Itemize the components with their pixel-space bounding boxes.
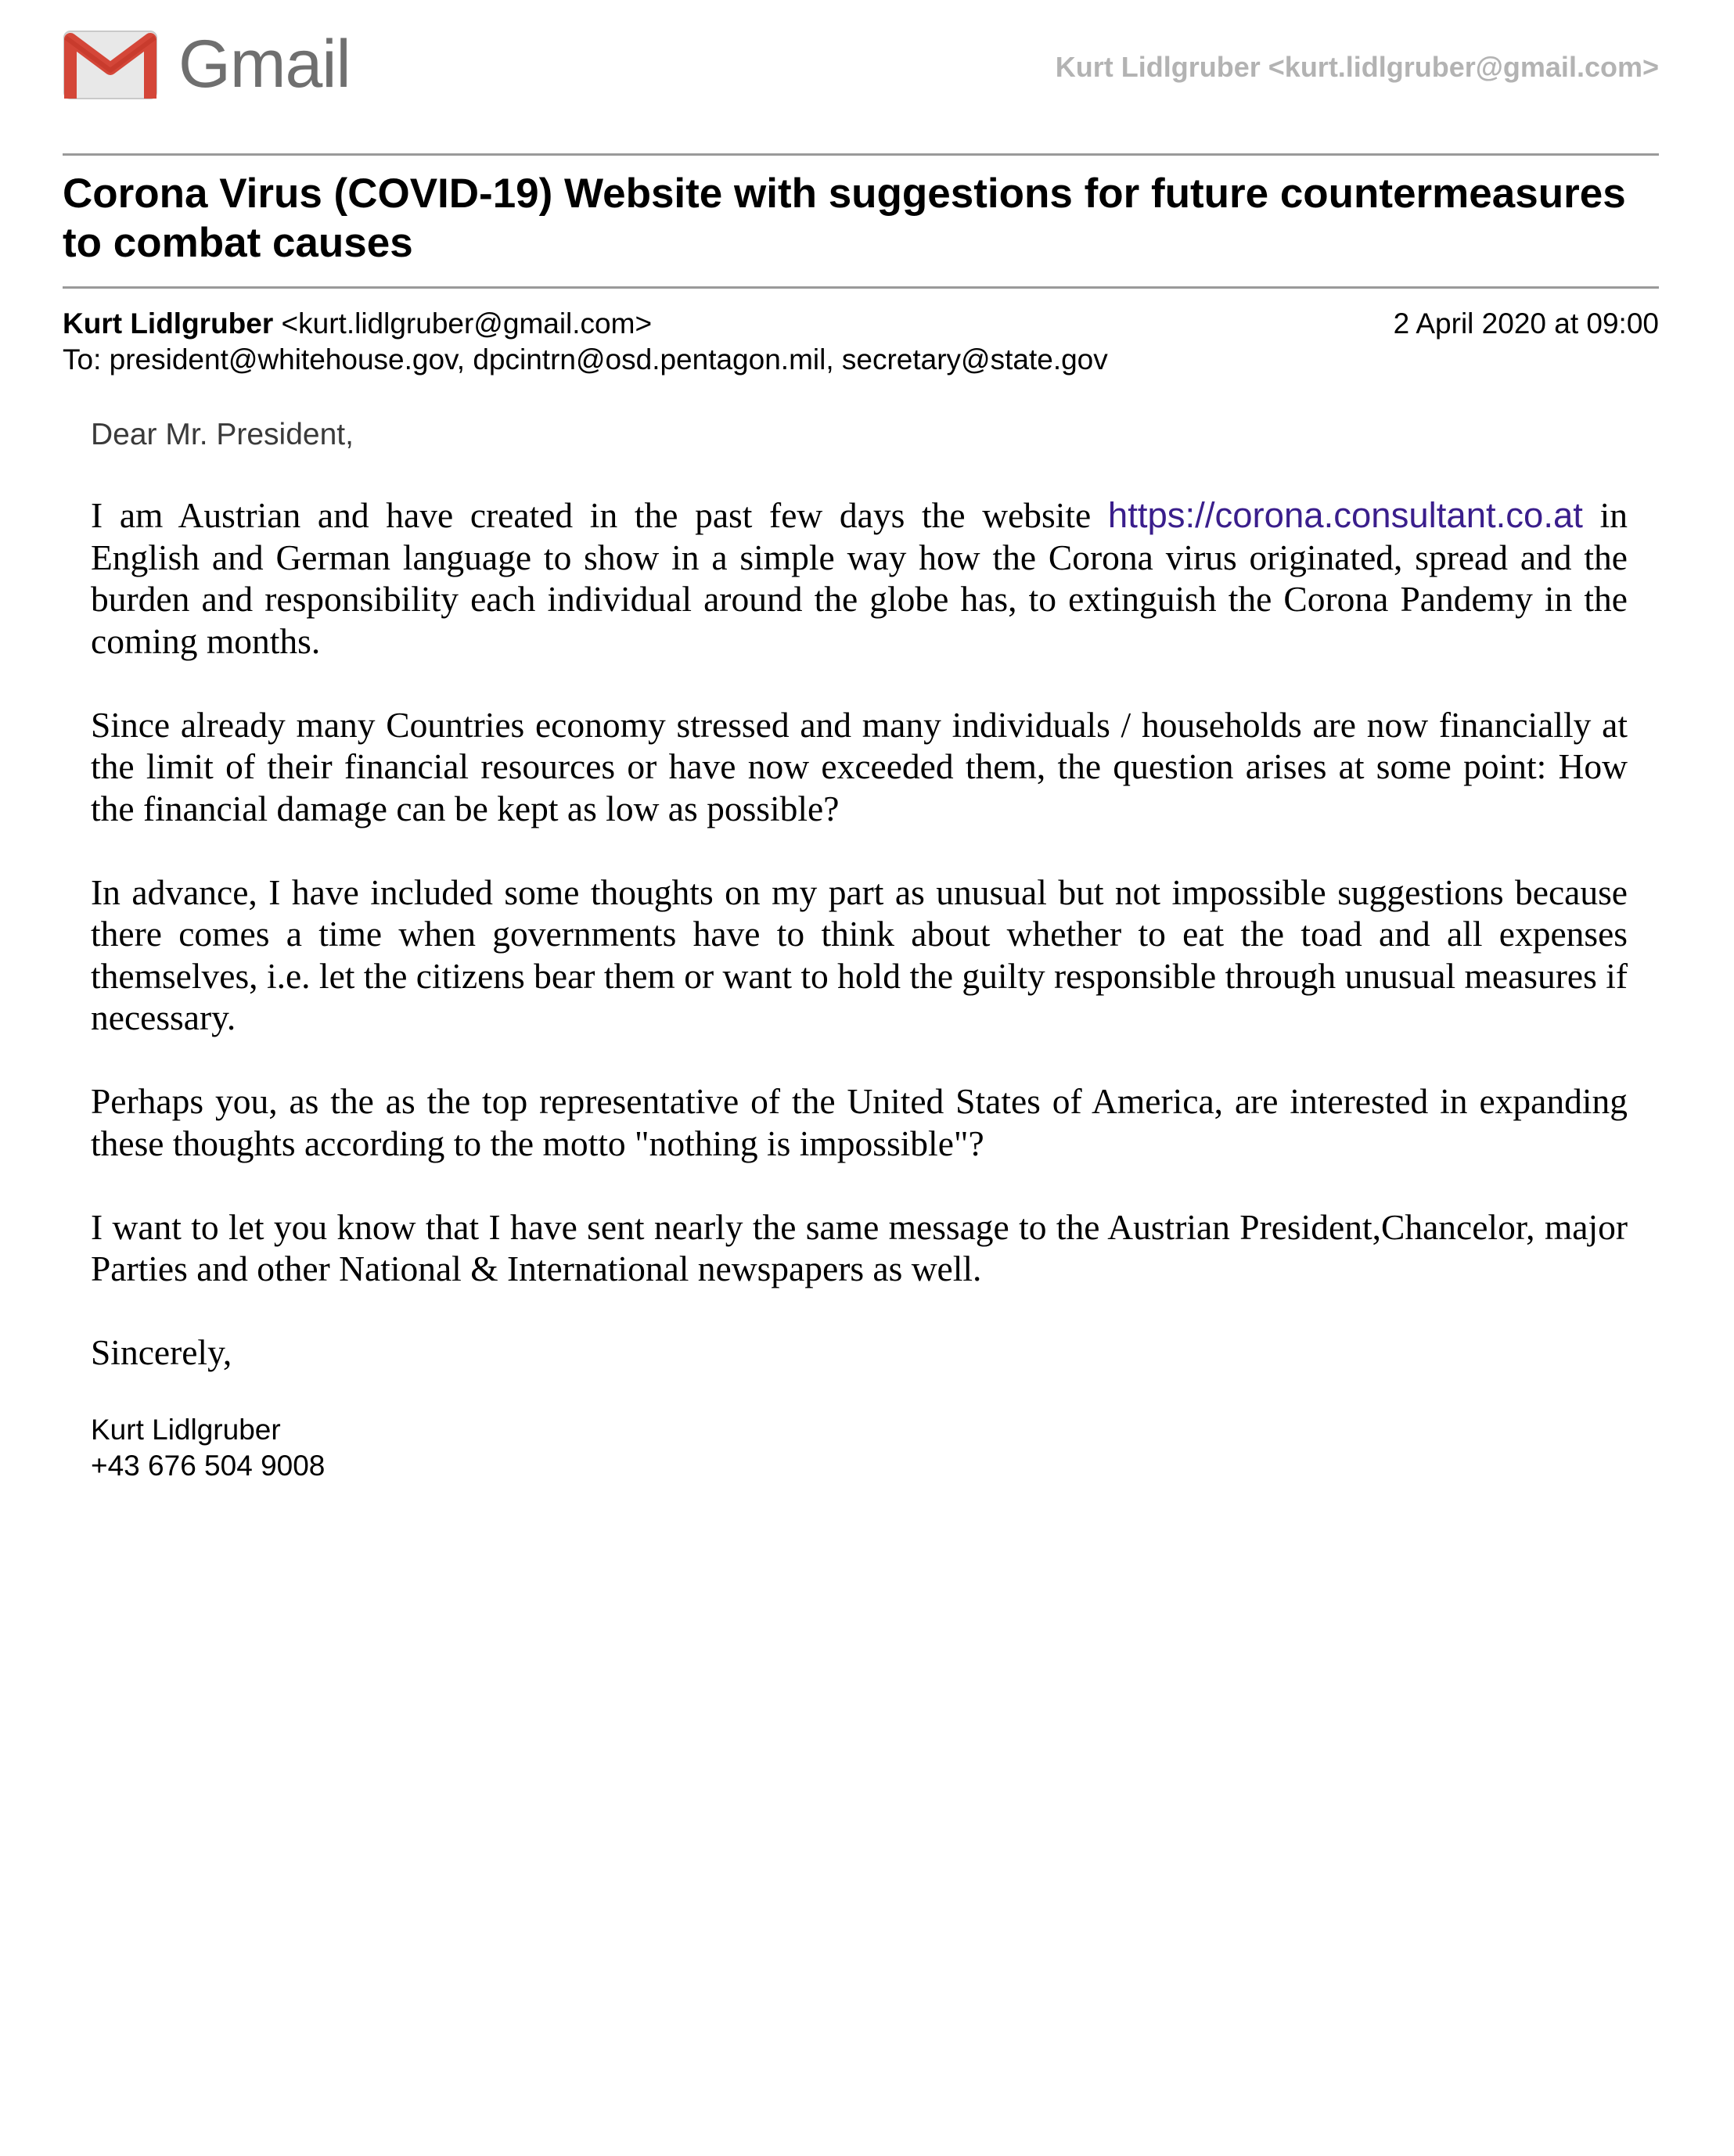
body-paragraph: Since already many Countries economy stressed and many individuals / households are now financially at the limit of their financial resources or have now exceeded them, the question arises at some point: How the financial damage can be kept as low as possible?	[91, 704, 1628, 828]
signature-name: Kurt Lidlgruber	[91, 1414, 281, 1446]
subject-divider	[63, 286, 1659, 289]
greeting: Dear Mr. President,	[91, 418, 354, 451]
sender-address: <kurt.lidlgruber@gmail.com>	[281, 307, 653, 340]
gmail-envelope-icon	[63, 28, 158, 100]
header	[63, 23, 1659, 110]
sent-date: 2 April 2020 at 09:00	[1393, 307, 1659, 340]
gmail-logo	[63, 27, 360, 105]
paragraph-text: I am Austrian and have created in the past few days the website	[91, 495, 1108, 535]
body-paragraph	[91, 494, 1628, 662]
email-subject: Corona Virus (COVID-19) Website with suggestions for future countermeasures to combat causes	[63, 171, 1626, 266]
closing: Sincerely,	[91, 1332, 232, 1372]
account-identity: Kurt Lidlgruber <kurt.lidlgruber@gmail.com>	[1055, 51, 1659, 83]
sender	[63, 307, 652, 341]
website-link[interactable]: https://corona.consultant.co.at	[1107, 495, 1583, 535]
sender-name: Kurt Lidlgruber	[63, 307, 274, 340]
paragraph-text: in English and German language to show in a simple way how the Corona virus originated, spread and the burden and responsibility each individual around the globe has, to extinguish the Corona Pandemy in the coming months.	[91, 495, 1628, 661]
body-paragraph: Perhaps you, as the as the top representative of the United States of America, are interested in expanding these thoughts according to the motto "nothing is impossible"?	[91, 1081, 1628, 1163]
header-divider	[63, 153, 1659, 156]
signature-phone: +43 676 504 9008	[91, 1450, 326, 1482]
body-paragraph: I want to let you know that I have sent nearly the same message to the Austrian President,Chancelor, major Parties and other National & International newspapers as well.	[91, 1206, 1628, 1288]
body-paragraph: In advance, I have included some thoughts on my part as unusual but not impossible suggestions because there comes a time when governments have to think about whether to eat the toad and all expenses themselves, i.e. let the citizens bear them or want to hold the guilty responsible through unusual measures if necessary.	[91, 871, 1628, 1037]
gmail-wordmark: Gmail	[178, 27, 351, 102]
recipients: To: president@whitehouse.gov, dpcintrn@osd.pentagon.mil, secretary@state.gov	[63, 343, 1108, 376]
email-body	[91, 494, 1628, 1415]
signature	[91, 1412, 325, 1484]
